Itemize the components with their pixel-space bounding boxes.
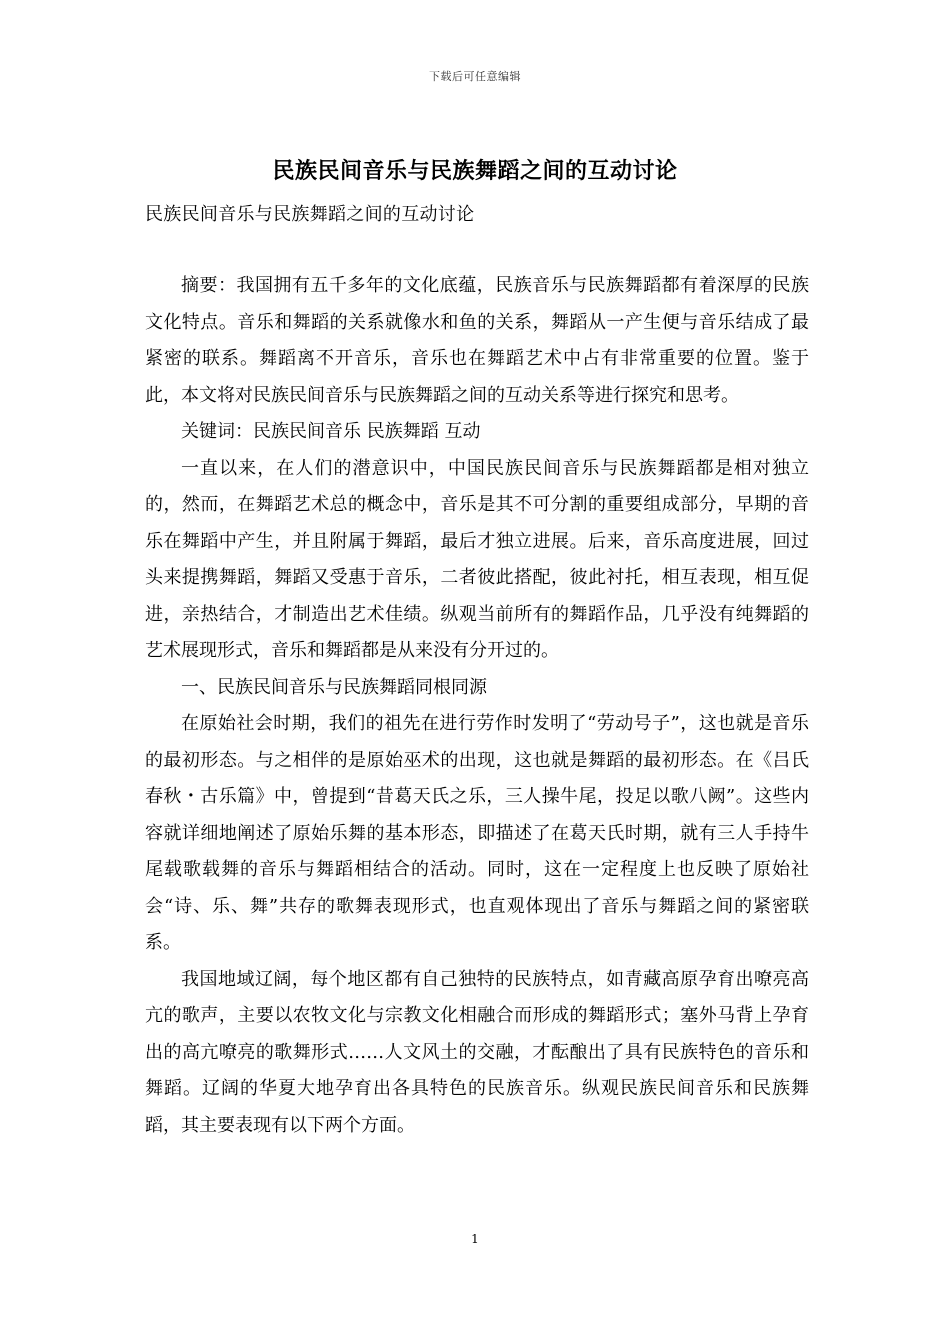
keywords-paragraph: 关键词：民族民间音乐 民族舞蹈 互动 [181,421,481,442]
header-note: 下载后可任意编辑 [429,70,521,83]
body-text [145,268,809,1144]
body-paragraph: 在原始社会时期，我们的祖先在进行劳作时发明了“劳动号子”，这也就是音乐的最初形态。与之相伴的是原始巫术的出现，这也就是舞蹈的最初形态。在《吕氏春秋・古乐篇》中，曾提到“昔葛天氏之乐，三人操牛尾，投足以歌八阙”。这些内容就详细地阐述了原始乐舞的基本形态，即描述了在葛天氏时期，就有三人手持牛尾载歌载舞的音乐与舞蹈相结合的活动。同时，这在一定程度上也反映了原始社会“诗、乐、舞”共存的歌舞表现形式，也直观体现出了音乐与舞蹈之间的紧密联系。 [145,713,809,953]
body-paragraph: 我国地域辽阔，每个地区都有自己独特的民族特点，如青藏高原孕育出嘹亮高亢的歌声，主要以农牧文化与宗教文化相融合而形成的舞蹈形式；塞外马背上孕育出的高亢嘹亮的歌舞形式……人文风土的交融，才酝酿出了具有民族特色的音乐和舞蹈。辽阔的华夏大地孕育出各具特色的民族音乐。纵观民族民间音乐和民族舞蹈，其主要表现有以下两个方面。 [145,968,809,1136]
section-heading: 一、民族民间音乐与民族舞蹈同根同源 [181,676,487,698]
page-number: 1 [471,1232,479,1246]
abstract-paragraph: 摘要：我国拥有五千多年的文化底蕴，民族音乐与民族舞蹈都有着深厚的民族文化特点。音乐和舞蹈的关系就像水和鱼的关系，舞蹈从一产生便与音乐结成了最紧密的联系。舞蹈离不开音乐，音乐也在舞蹈艺术中占有非常重要的位置。鉴于此，本文将对民族民间音乐与民族舞蹈之间的互动关系等进行探究和思考。 [145,275,809,406]
intro-paragraph: 一直以来，在人们的潜意识中，中国民族民间音乐与民族舞蹈都是相对独立的，然而，在舞蹈艺术总的概念中，音乐是其不可分割的重要组成部分，早期的音乐在舞蹈中产生，并且附属于舞蹈，最后才独立进展。后来，音乐高度进展，回过头来提携舞蹈，舞蹈又受惠于音乐，二者彼此搭配，彼此衬托，相互表现，相互促进，亲热结合，才制造出艺术佳绩。纵观当前所有的舞蹈作品，几乎没有纯舞蹈的艺术展现形式，音乐和舞蹈都是从来没有分开过的。 [145,457,809,661]
document-title: 民族民间音乐与民族舞蹈之间的互动讨论 [272,158,678,184]
document-subtitle: 民族民间音乐与民族舞蹈之间的互动讨论 [145,204,475,225]
